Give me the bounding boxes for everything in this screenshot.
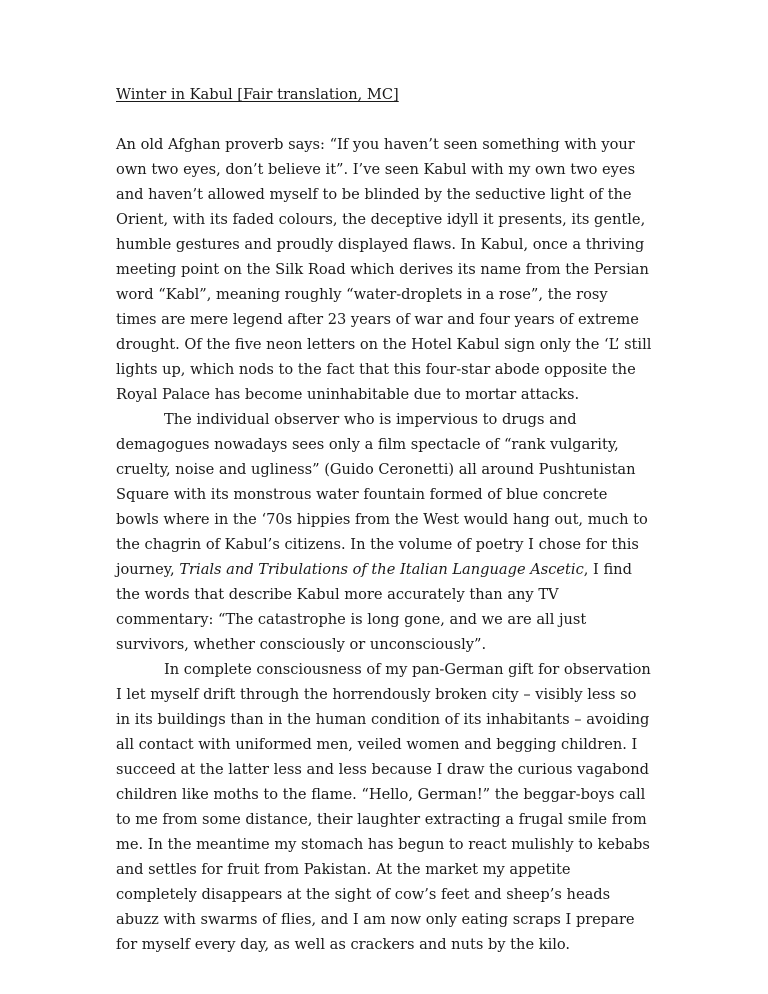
paragraph-2-text-end: , I find the words that describe Kabul more accurately than any TV commentary: “The catastrophe is long gone, and we are all just survivors, whether consciously or unconsciously”. xyxy=(116,561,632,653)
paragraph-2-text-start: The individual observer who is impervious to drugs and demagogues nowadays sees only a film spectacle of “rank vulgarity, cruelty, noise and ugliness” (Guido Ceronetti) all around Pushtunistan Square with its monstrous water fountain formed of blue concrete bowls where in the ‘70s hippies from the West would hang out, much to the chagrin of Kabul’s citizens. In the volume of poetry I chose for this journey, xyxy=(116,411,648,578)
paragraph-1-text: An old Afghan proverb says: “If you haven’t seen something with your own two eyes, don’t believe it”. I’ve seen Kabul with my own two eyes and haven’t allowed myself to be blinded by the seductive light of the Orient, with its faded colours, the deceptive idyll it presents, its gentle, humble gestures and proudly displayed flaws. In Kabul, once a thriving meeting point on the Silk Road which derives its name from the Persian word “Kabl”, meaning roughly “water-droplets in a rose”, the rosy times are mere legend after 23 years of war and four years of extreme drought. Of the five neon letters on the Hotel Kabul sign only the ‘L’ still lights up, which nods to the fact that this four-star abode opposite the Royal Palace has become uninhabitable due to mortar attacks. xyxy=(116,136,652,403)
paragraph-3-text: In complete consciousness of my pan-German gift for observation I let myself drift through the horrendously broken city – visibly less so in its buildings than in the human condition of its inhabitants – avoiding all contact with uniformed men, veiled women and begging children. I succeed at the latter less and less because I draw the curious vagabond children like moths to the flame. “Hello, German!” the beggar-boys call to me from some distance, their laughter extracting a frugal smile from me. In the meantime my stomach has begun to react mulishly to kebabs and settles for fruit from Pakistan. At the market my appetite completely disappears at the sight of cow’s feet and sheep’s heads abuzz with swarms of flies, and I am now only eating scraps I prepare for myself every day, as well as crackers and nuts by the kilo. xyxy=(116,661,651,953)
paragraph-2 xyxy=(116,407,652,657)
document-title: Winter in Kabul [Fair translation, MC] xyxy=(116,86,399,103)
document-body xyxy=(116,82,652,957)
paragraph-1 xyxy=(116,132,652,407)
book-title: Trials and Tribulations of the Italian Language Ascetic xyxy=(179,561,584,578)
paragraph-3 xyxy=(116,657,652,957)
